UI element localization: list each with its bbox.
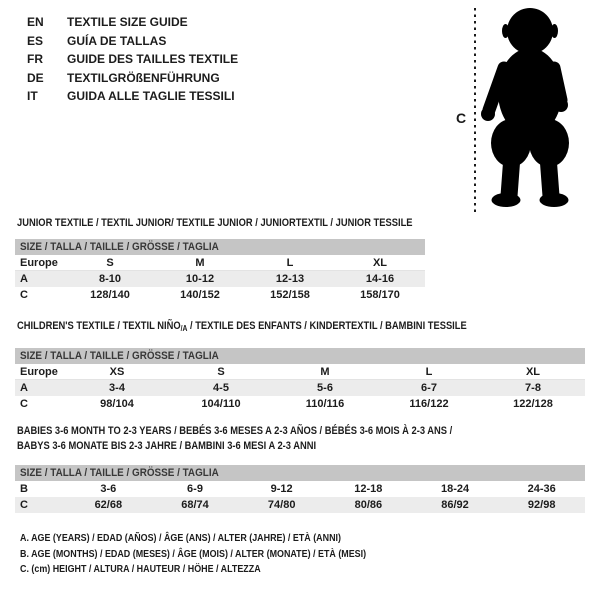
value-cell: 14-16 bbox=[365, 273, 395, 285]
table-row bbox=[15, 497, 585, 513]
junior-title-text: JUNIOR TEXTILE / TEXTIL JUNIOR/ TEXTILE JUNIOR / JUNIORTEXTIL / JUNIOR TESSILE bbox=[17, 217, 413, 229]
lang-code: ES bbox=[27, 33, 44, 48]
value-cell: 3-4 bbox=[109, 382, 125, 394]
junior-size-table bbox=[15, 239, 425, 303]
size-header-label: SIZE / TALLA / TAILLE / GRÖSSE / TAGLIA bbox=[20, 350, 219, 362]
row-label: C bbox=[20, 289, 28, 301]
value-cell: 12-13 bbox=[275, 273, 305, 285]
legend-text: A. AGE (YEARS) / EDAD (AÑOS) / ÂGE (ANS) / ALTER (JAHRE) / ETÀ (ANNI) bbox=[20, 532, 341, 544]
children-title-text bbox=[17, 320, 467, 333]
value-cell: 122/128 bbox=[513, 398, 553, 410]
value-cell: 92/98 bbox=[527, 499, 556, 511]
children-section-title bbox=[17, 320, 546, 333]
height-label: C bbox=[455, 110, 467, 126]
size-cell: L bbox=[425, 366, 433, 378]
legend-block bbox=[20, 531, 427, 578]
row-label: Europe bbox=[20, 257, 58, 269]
lang-code: EN bbox=[27, 15, 44, 30]
lang-row-en bbox=[27, 13, 238, 32]
size-cell: S bbox=[106, 257, 114, 269]
lang-code: DE bbox=[27, 70, 44, 85]
lang-title: GUIDE DES TAILLES TEXTILE bbox=[67, 52, 239, 67]
value-cell: 98/104 bbox=[100, 398, 134, 410]
children-title-prefix: CHILDREN'S TEXTILE / TEXTIL NIÑO bbox=[17, 320, 181, 332]
value-cell: 116/122 bbox=[409, 398, 449, 410]
babies-section-title bbox=[17, 424, 529, 454]
lang-row-fr bbox=[27, 50, 238, 69]
size-cell: XS bbox=[109, 366, 125, 378]
size-header-bar bbox=[15, 239, 425, 255]
value-cell: 104/110 bbox=[201, 398, 241, 410]
row-label: B bbox=[20, 483, 28, 495]
lang-code: IT bbox=[27, 89, 38, 104]
value-cell: 18-24 bbox=[440, 483, 470, 495]
row-label: C bbox=[20, 398, 28, 410]
value-cell: 6-7 bbox=[421, 382, 437, 394]
size-header-bar bbox=[15, 348, 585, 364]
value-cell: 12-18 bbox=[354, 483, 383, 495]
value-cell: 158/170 bbox=[360, 289, 400, 301]
size-cell: L bbox=[286, 257, 294, 269]
junior-section-title bbox=[17, 217, 482, 229]
table-row bbox=[15, 364, 585, 380]
size-header-label: SIZE / TALLA / TAILLE / GRÖSSE / TAGLIA bbox=[20, 241, 219, 253]
table-row bbox=[15, 396, 585, 412]
size-cell: S bbox=[217, 366, 225, 378]
lang-row-es bbox=[27, 32, 238, 51]
value-cell: 6-9 bbox=[187, 483, 203, 495]
size-cell: M bbox=[320, 366, 330, 378]
babies-title-line1: BABIES 3-6 MONTH TO 2-3 YEARS / BEBÉS 3-6 MESES A 2-3 AÑOS / BÉBÉS 3-6 MOIS À 2-3 ANS / bbox=[17, 425, 453, 437]
value-cell: 86/92 bbox=[441, 499, 469, 511]
value-cell: 110/116 bbox=[305, 398, 345, 410]
lang-title: GUÍA DE TALLAS bbox=[67, 33, 167, 48]
lang-row-it bbox=[27, 87, 238, 106]
legend-line-c bbox=[20, 562, 427, 578]
row-label: A bbox=[20, 273, 28, 285]
children-size-table bbox=[15, 348, 585, 412]
lang-title: TEXTILE SIZE GUIDE bbox=[67, 15, 188, 30]
toddler-silhouette-figure bbox=[440, 0, 600, 220]
lang-title: GUIDA ALLE TAGLIE TESSILI bbox=[67, 89, 235, 104]
row-label: C bbox=[20, 499, 28, 511]
value-cell: 152/158 bbox=[270, 289, 310, 301]
table-row bbox=[15, 380, 585, 396]
table-row bbox=[15, 287, 425, 303]
value-cell: 74/80 bbox=[267, 499, 296, 511]
legend-text: C. (cm) HEIGHT / ALTURA / HAUTEUR / HÖHE / ALTEZZA bbox=[20, 563, 261, 575]
value-cell: 68/74 bbox=[181, 499, 209, 511]
value-cell: 10-12 bbox=[185, 273, 215, 285]
table-row bbox=[15, 271, 425, 287]
size-cell: XL bbox=[525, 366, 541, 378]
babies-size-table bbox=[15, 465, 585, 513]
value-cell: 8-10 bbox=[98, 273, 122, 285]
value-cell: 5-6 bbox=[317, 382, 333, 394]
baby-silhouette bbox=[481, 8, 569, 207]
size-header-bar bbox=[15, 465, 585, 481]
size-cell: M bbox=[195, 257, 205, 269]
value-cell: 62/68 bbox=[94, 499, 123, 511]
value-cell: 9-12 bbox=[270, 483, 293, 495]
lang-row-de bbox=[27, 69, 238, 88]
lang-code: FR bbox=[27, 52, 43, 67]
lang-title: TEXTILGRÖßENFÜHRUNG bbox=[67, 70, 220, 85]
value-cell: 128/140 bbox=[90, 289, 130, 301]
size-header-label: SIZE / TALLA / TAILLE / GRÖSSE / TAGLIA bbox=[20, 467, 219, 479]
table-row bbox=[15, 255, 425, 271]
table-row bbox=[15, 481, 585, 497]
row-label: Europe bbox=[20, 366, 58, 378]
value-cell: 24-36 bbox=[527, 483, 556, 495]
value-cell: 140/152 bbox=[180, 289, 220, 301]
babies-title-line2: BABYS 3-6 MONATE BIS 2-3 JAHRE / BAMBINI 3-6 MESI A 2-3 ANNI bbox=[17, 440, 317, 452]
legend-text: B. AGE (MONTHS) / EDAD (MESES) / ÂGE (MOIS) / ALTER (MONATE) / ETÀ (MESI) bbox=[20, 547, 367, 560]
legend-line-b bbox=[20, 547, 427, 563]
size-cell: XL bbox=[372, 257, 388, 269]
value-cell: 80/86 bbox=[354, 499, 383, 511]
value-cell: 7-8 bbox=[525, 382, 541, 394]
children-title-suffix: / TEXTILE DES ENFANTS / KINDERTEXTIL / BAMBINI TESSILE bbox=[187, 320, 467, 332]
value-cell: 3-6 bbox=[100, 483, 117, 495]
legend-line-a bbox=[20, 531, 427, 547]
language-title-block bbox=[27, 13, 238, 106]
children-title-subscript: /A bbox=[180, 324, 188, 333]
row-label: A bbox=[20, 382, 28, 394]
value-cell: 4-5 bbox=[213, 382, 229, 394]
